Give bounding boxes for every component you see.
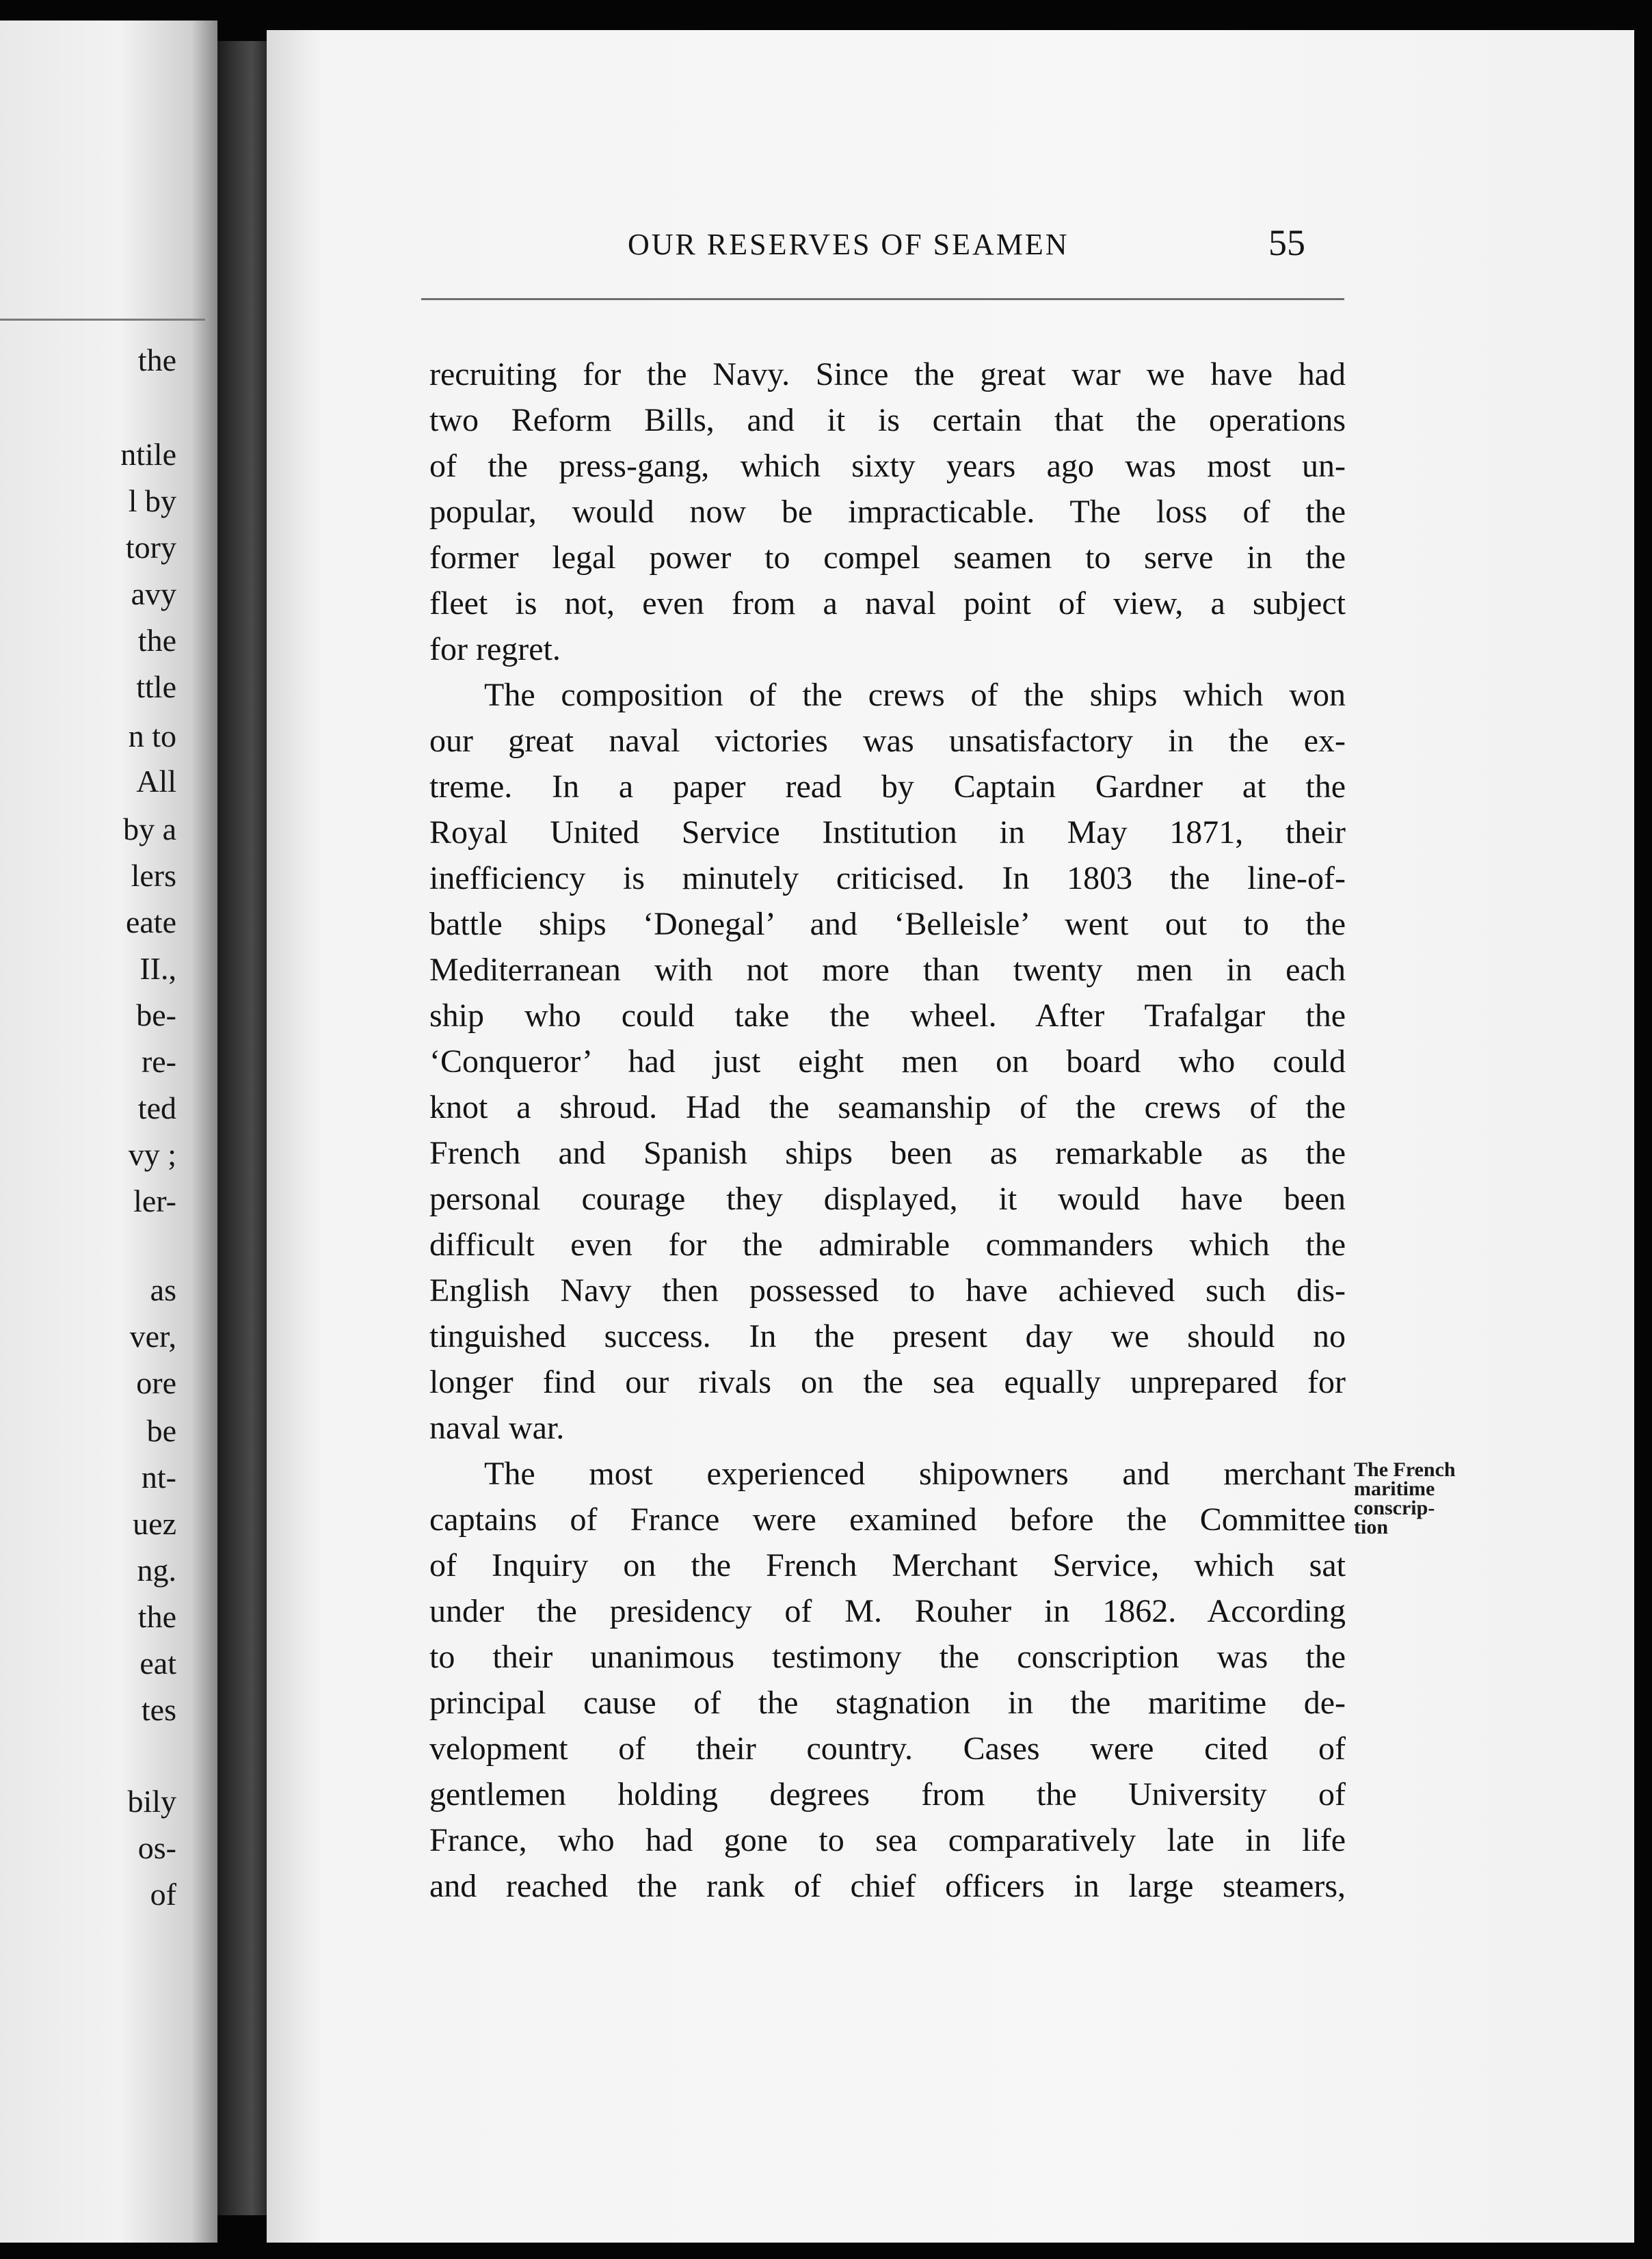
text-line: French and Spanish ships been as remarkable as the: [429, 1135, 1346, 1171]
text-line: two Reform Bills, and it is certain that the operations: [429, 402, 1346, 438]
left-page-fragment: eat: [139, 1646, 176, 1681]
left-page-fragment: vy ;: [128, 1137, 176, 1172]
marginal-note-line: The French: [1354, 1458, 1456, 1481]
left-page-fragment: ver,: [129, 1319, 176, 1354]
text-line: of the press-gang, which sixty years ago was most un-: [429, 448, 1346, 484]
text-line: captains of France were examined before the Committee: [429, 1501, 1346, 1538]
left-page-fragment: ng.: [137, 1553, 176, 1588]
text-line: under the presidency of M. Rouher in 1862. According: [429, 1593, 1346, 1629]
left-page-fragment: tory: [125, 530, 176, 565]
left-page-fragment: ler-: [133, 1184, 176, 1218]
text-line: of Inquiry on the French Merchant Service, which sat: [429, 1547, 1346, 1583]
text-line: our great naval victories was unsatisfactory in the ex-: [429, 723, 1346, 759]
book-gutter: [217, 41, 267, 2215]
text-line: fleet is not, even from a naval point of view, a subject: [429, 585, 1346, 621]
left-page-fragment: by a: [123, 812, 176, 846]
text-line: naval war.: [429, 1410, 565, 1446]
text-line: longer find our rivals on the sea equally unprepared for: [429, 1364, 1346, 1400]
text-line: Royal United Service Institution in May 1871, their: [429, 814, 1346, 851]
running-head-title: OUR RESERVES OF SEAMEN: [628, 228, 1069, 261]
left-page-fragment: lers: [131, 858, 176, 893]
left-page-fragment: uez: [133, 1506, 176, 1541]
left-page-fragment: avy: [131, 576, 176, 611]
left-page-fragment: be-: [136, 998, 176, 1032]
right-page: [267, 30, 1634, 2243]
text-line: tinguished success. In the present day we should no: [429, 1318, 1346, 1354]
text-line: personal courage they displayed, it would have been: [429, 1181, 1346, 1217]
left-page-fragment: re-: [141, 1044, 176, 1079]
left-page-fragment: ntile: [120, 437, 176, 472]
left-page-fragment: bily: [127, 1784, 176, 1819]
text-line: The most experienced shipowners and merchant: [484, 1456, 1346, 1492]
text-line: recruiting for the Navy. Since the great war we have had: [429, 356, 1346, 392]
text-line: ‘Conqueror’ had just eight men on board who could: [429, 1043, 1346, 1080]
left-page-fragment: the: [137, 1599, 176, 1634]
marginal-note-line: maritime: [1354, 1478, 1435, 1500]
left-page-fragment: eate: [125, 905, 176, 939]
text-line: battle ships ‘Donegal’ and ‘Belleisle’ went out to the: [429, 906, 1346, 942]
text-line: and reached the rank of chief officers in large steamers,: [429, 1868, 1346, 1904]
text-line: popular, would now be impracticable. The loss of the: [429, 494, 1346, 530]
text-line: English Navy then possessed to have achieved such dis-: [429, 1272, 1346, 1309]
text-line: gentlemen holding degrees from the University of: [429, 1776, 1346, 1813]
text-line: velopment of their country. Cases were cited of: [429, 1730, 1346, 1767]
text-line: knot a shroud. Had the seamanship of the crews of the: [429, 1089, 1346, 1125]
text-line: for regret.: [429, 631, 561, 667]
text-line: former legal power to compel seamen to serve in the: [429, 539, 1346, 576]
left-page-fragment: be: [146, 1413, 176, 1448]
left-page-fragment: II.,: [139, 951, 176, 986]
running-head: [267, 222, 1333, 268]
text-line: inefficiency is minutely criticised. In 1803 the line-of-: [429, 860, 1346, 896]
left-page: [0, 21, 217, 2243]
left-page-fragment: n to: [128, 719, 176, 753]
left-page-fragment: the: [137, 343, 176, 377]
text-line: to their unanimous testimony the conscription was the: [429, 1639, 1346, 1675]
text-line: difficult even for the admirable commanders which the: [429, 1227, 1346, 1263]
body-text: [429, 351, 1346, 1909]
text-line: Mediterranean with not more than twenty men in each: [429, 952, 1346, 988]
page-number: 55: [1268, 222, 1305, 263]
left-page-fragment: as: [150, 1272, 176, 1307]
text-line: France, who had gone to sea comparatively late in life: [429, 1822, 1346, 1858]
left-page-fragment: os-: [137, 1830, 176, 1865]
left-page-fragment: ttle: [136, 669, 176, 704]
text-line: The composition of the crews of the ships which won: [484, 677, 1346, 713]
left-page-fragment: l by: [128, 483, 176, 518]
left-page-fragment: ore: [136, 1365, 176, 1400]
left-page-fragment: nt-: [141, 1460, 176, 1495]
head-rule: [421, 298, 1344, 300]
marginal-note-line: conscrip-: [1354, 1497, 1435, 1519]
text-line: treme. In a paper read by Captain Gardner at the: [429, 768, 1346, 805]
marginal-note: [1354, 1460, 1491, 1537]
left-page-fragment: tes: [141, 1692, 176, 1727]
left-page-fragment: ted: [137, 1091, 176, 1125]
left-page-fragment: of: [150, 1877, 176, 1912]
left-page-head-rule: [0, 319, 205, 321]
left-page-fragment: the: [137, 623, 176, 658]
marginal-note-line: tion: [1354, 1516, 1389, 1538]
text-line: ship who could take the wheel. After Trafalgar the: [429, 998, 1346, 1034]
left-page-fragment: All: [136, 764, 176, 799]
text-line: principal cause of the stagnation in the maritime de-: [429, 1685, 1346, 1721]
